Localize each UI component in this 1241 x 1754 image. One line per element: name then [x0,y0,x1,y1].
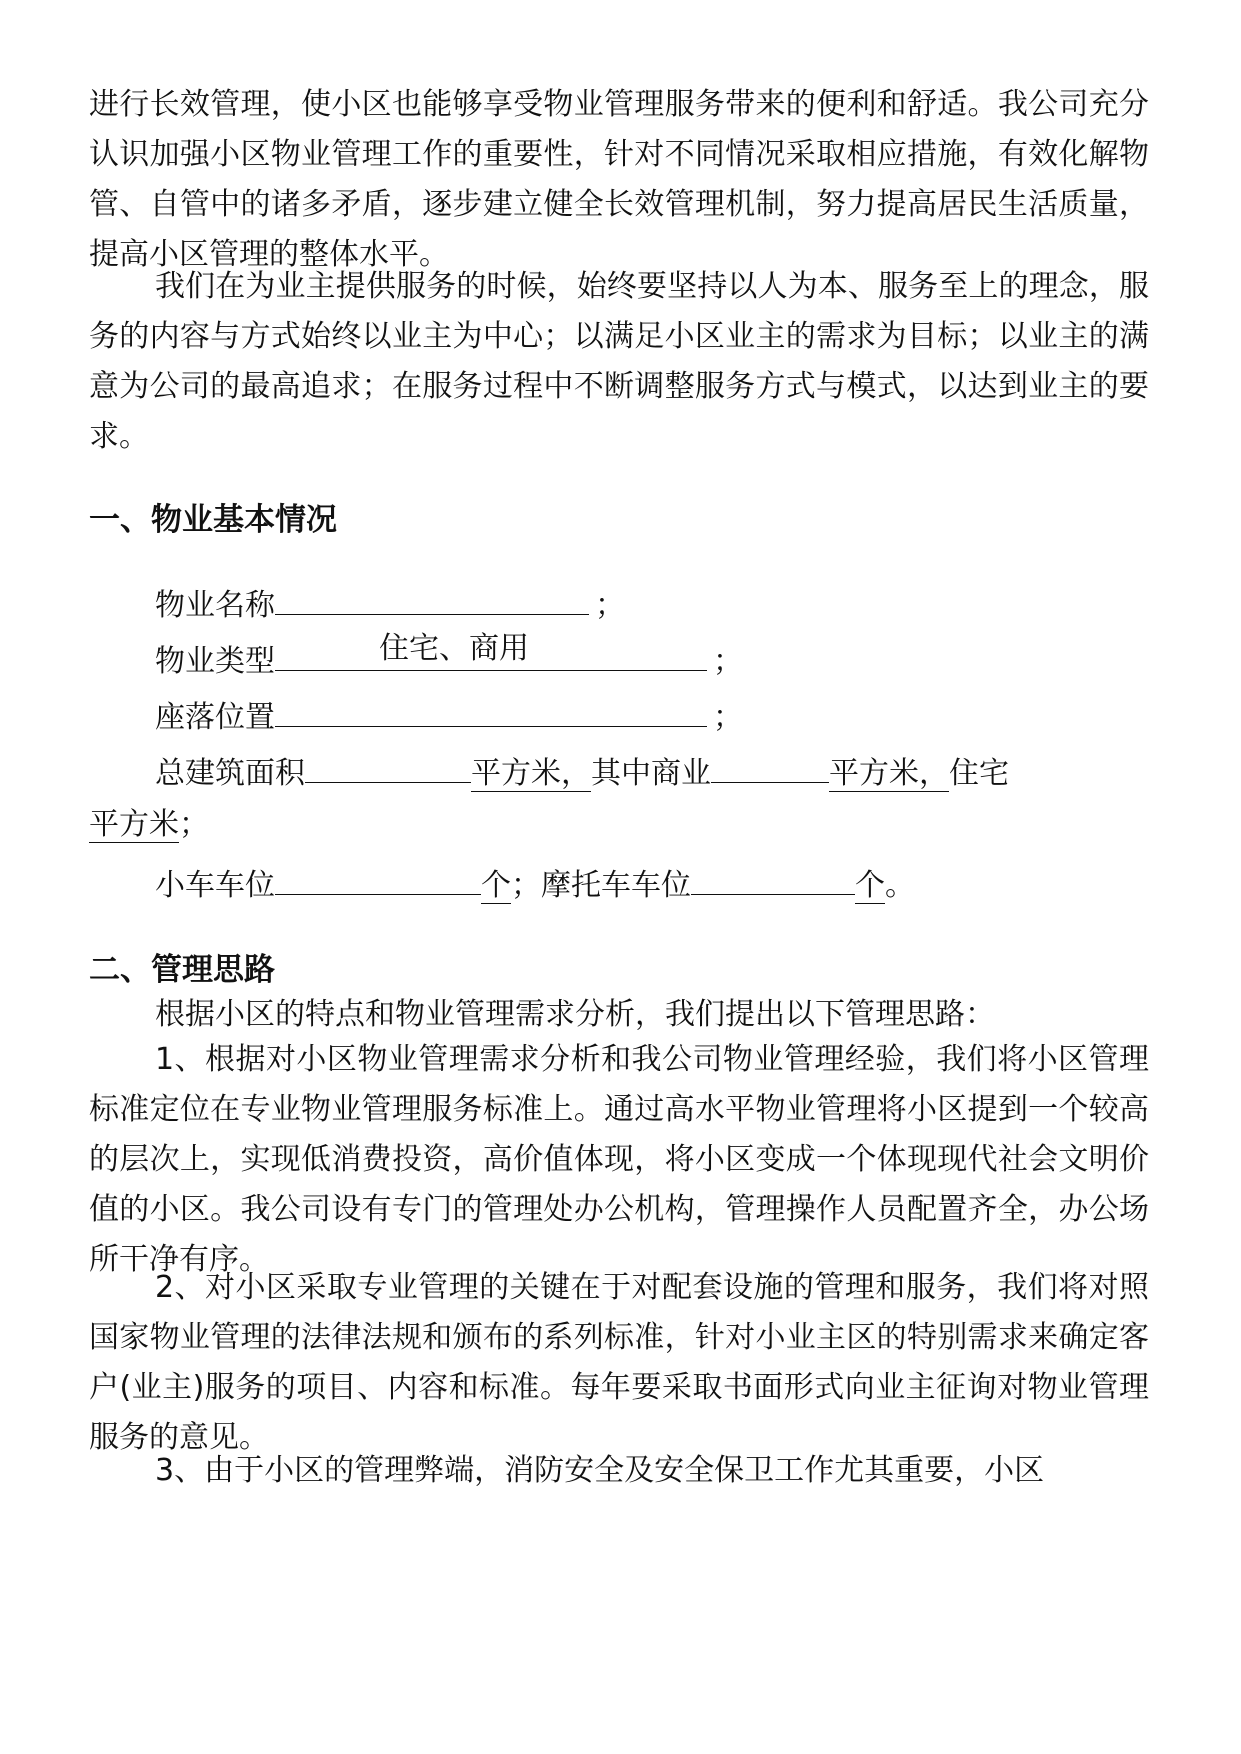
commercial-label: 其中商业 [591,756,711,791]
location-label: 座落位置 [155,700,275,735]
car-unit: 个 [481,868,511,903]
car-label: 小车车位 [155,868,275,903]
property-type-field [155,632,743,687]
intro-paragraph-1: 进行长效管理，使小区也能够享受物业管理服务带来的便利和舒适。我公司充分认识加强小区物业管理工作的重要性，针对不同情况采取相应措施，有效化解物管、自管中的诸多矛盾，逐步建立健全长效管理机制，努力提高居民生活质量，提高小区管理的整体水平。 [89,87,1149,272]
location-field [155,688,743,743]
moto-blank[interactable] [691,856,855,895]
section-2-item-2: 2、对小区采取专业管理的关键在于对配套设施的管理和服务，我们将对照国家物业管理的法律法规和颁布的系列标准，针对小业主区的特别需求来确定客户(业主)服务的项目、内容和标准。每年要采取书面形式向业主征询对物业管理服务的意见。 [89,1270,1149,1455]
car-sep: ； [511,868,541,903]
property-type-value: 住宅、商用 [379,631,529,666]
area-blank[interactable] [305,744,471,783]
location-end: ； [713,700,743,735]
parking-field [155,856,915,911]
section-2-lead: 根据小区的特点和物业管理需求分析，我们提出以下管理思路： [155,997,995,1032]
residential-label: 住宅 [949,756,1009,791]
property-name-field [155,576,625,631]
moto-label: 摩托车车位 [541,868,691,903]
property-type-label: 物业类型 [155,644,275,679]
intro-paragraph-2: 我们在为业主提供服务的时候，始终要坚持以人为本、服务至上的理念，服务的内容与方式始终以业主为中心；以满足小区业主的需求为目标；以业主的满意为公司的最高追求；在服务过程中不断调整服务方式与模式，以达到业主的要求。 [89,269,1149,454]
property-name-blank[interactable] [275,576,589,615]
property-type-end: ； [713,644,743,679]
property-type-blank[interactable] [275,632,707,671]
moto-unit: 个 [855,868,885,903]
moto-end: 。 [885,868,915,903]
property-name-label: 物业名称 [155,588,275,623]
area-field [155,744,1009,799]
residential-end: ； [179,807,209,842]
location-blank[interactable] [275,688,707,727]
commercial-blank[interactable] [711,744,829,783]
residential-field [89,800,209,850]
area-label: 总建筑面积 [155,756,305,791]
residential-unit: 平方米 [89,807,179,842]
car-blank[interactable] [275,856,481,895]
section-2-heading: 二、管理思路 [89,952,275,988]
section-1-heading: 一、物业基本情况 [89,502,337,538]
commercial-unit: 平方米， [829,756,949,791]
section-2-item-3: 3、由于小区的管理弊端，消防安全及安全保卫工作尤其重要，小区 [155,1453,1045,1488]
section-2-item-1: 1、根据对小区物业管理需求分析和我公司物业管理经验，我们将小区管理标准定位在专业物业管理服务标准上。通过高水平物业管理将小区提到一个较高的层次上，实现低消费投资，高价值体现，将小区变成一个体现现代社会文明价值的小区。我公司设有专门的管理处办公机构，管理操作人员配置齐全，办公场所干净有序。 [89,1042,1149,1277]
property-name-end: ； [595,588,625,623]
area-unit: 平方米， [471,756,591,791]
